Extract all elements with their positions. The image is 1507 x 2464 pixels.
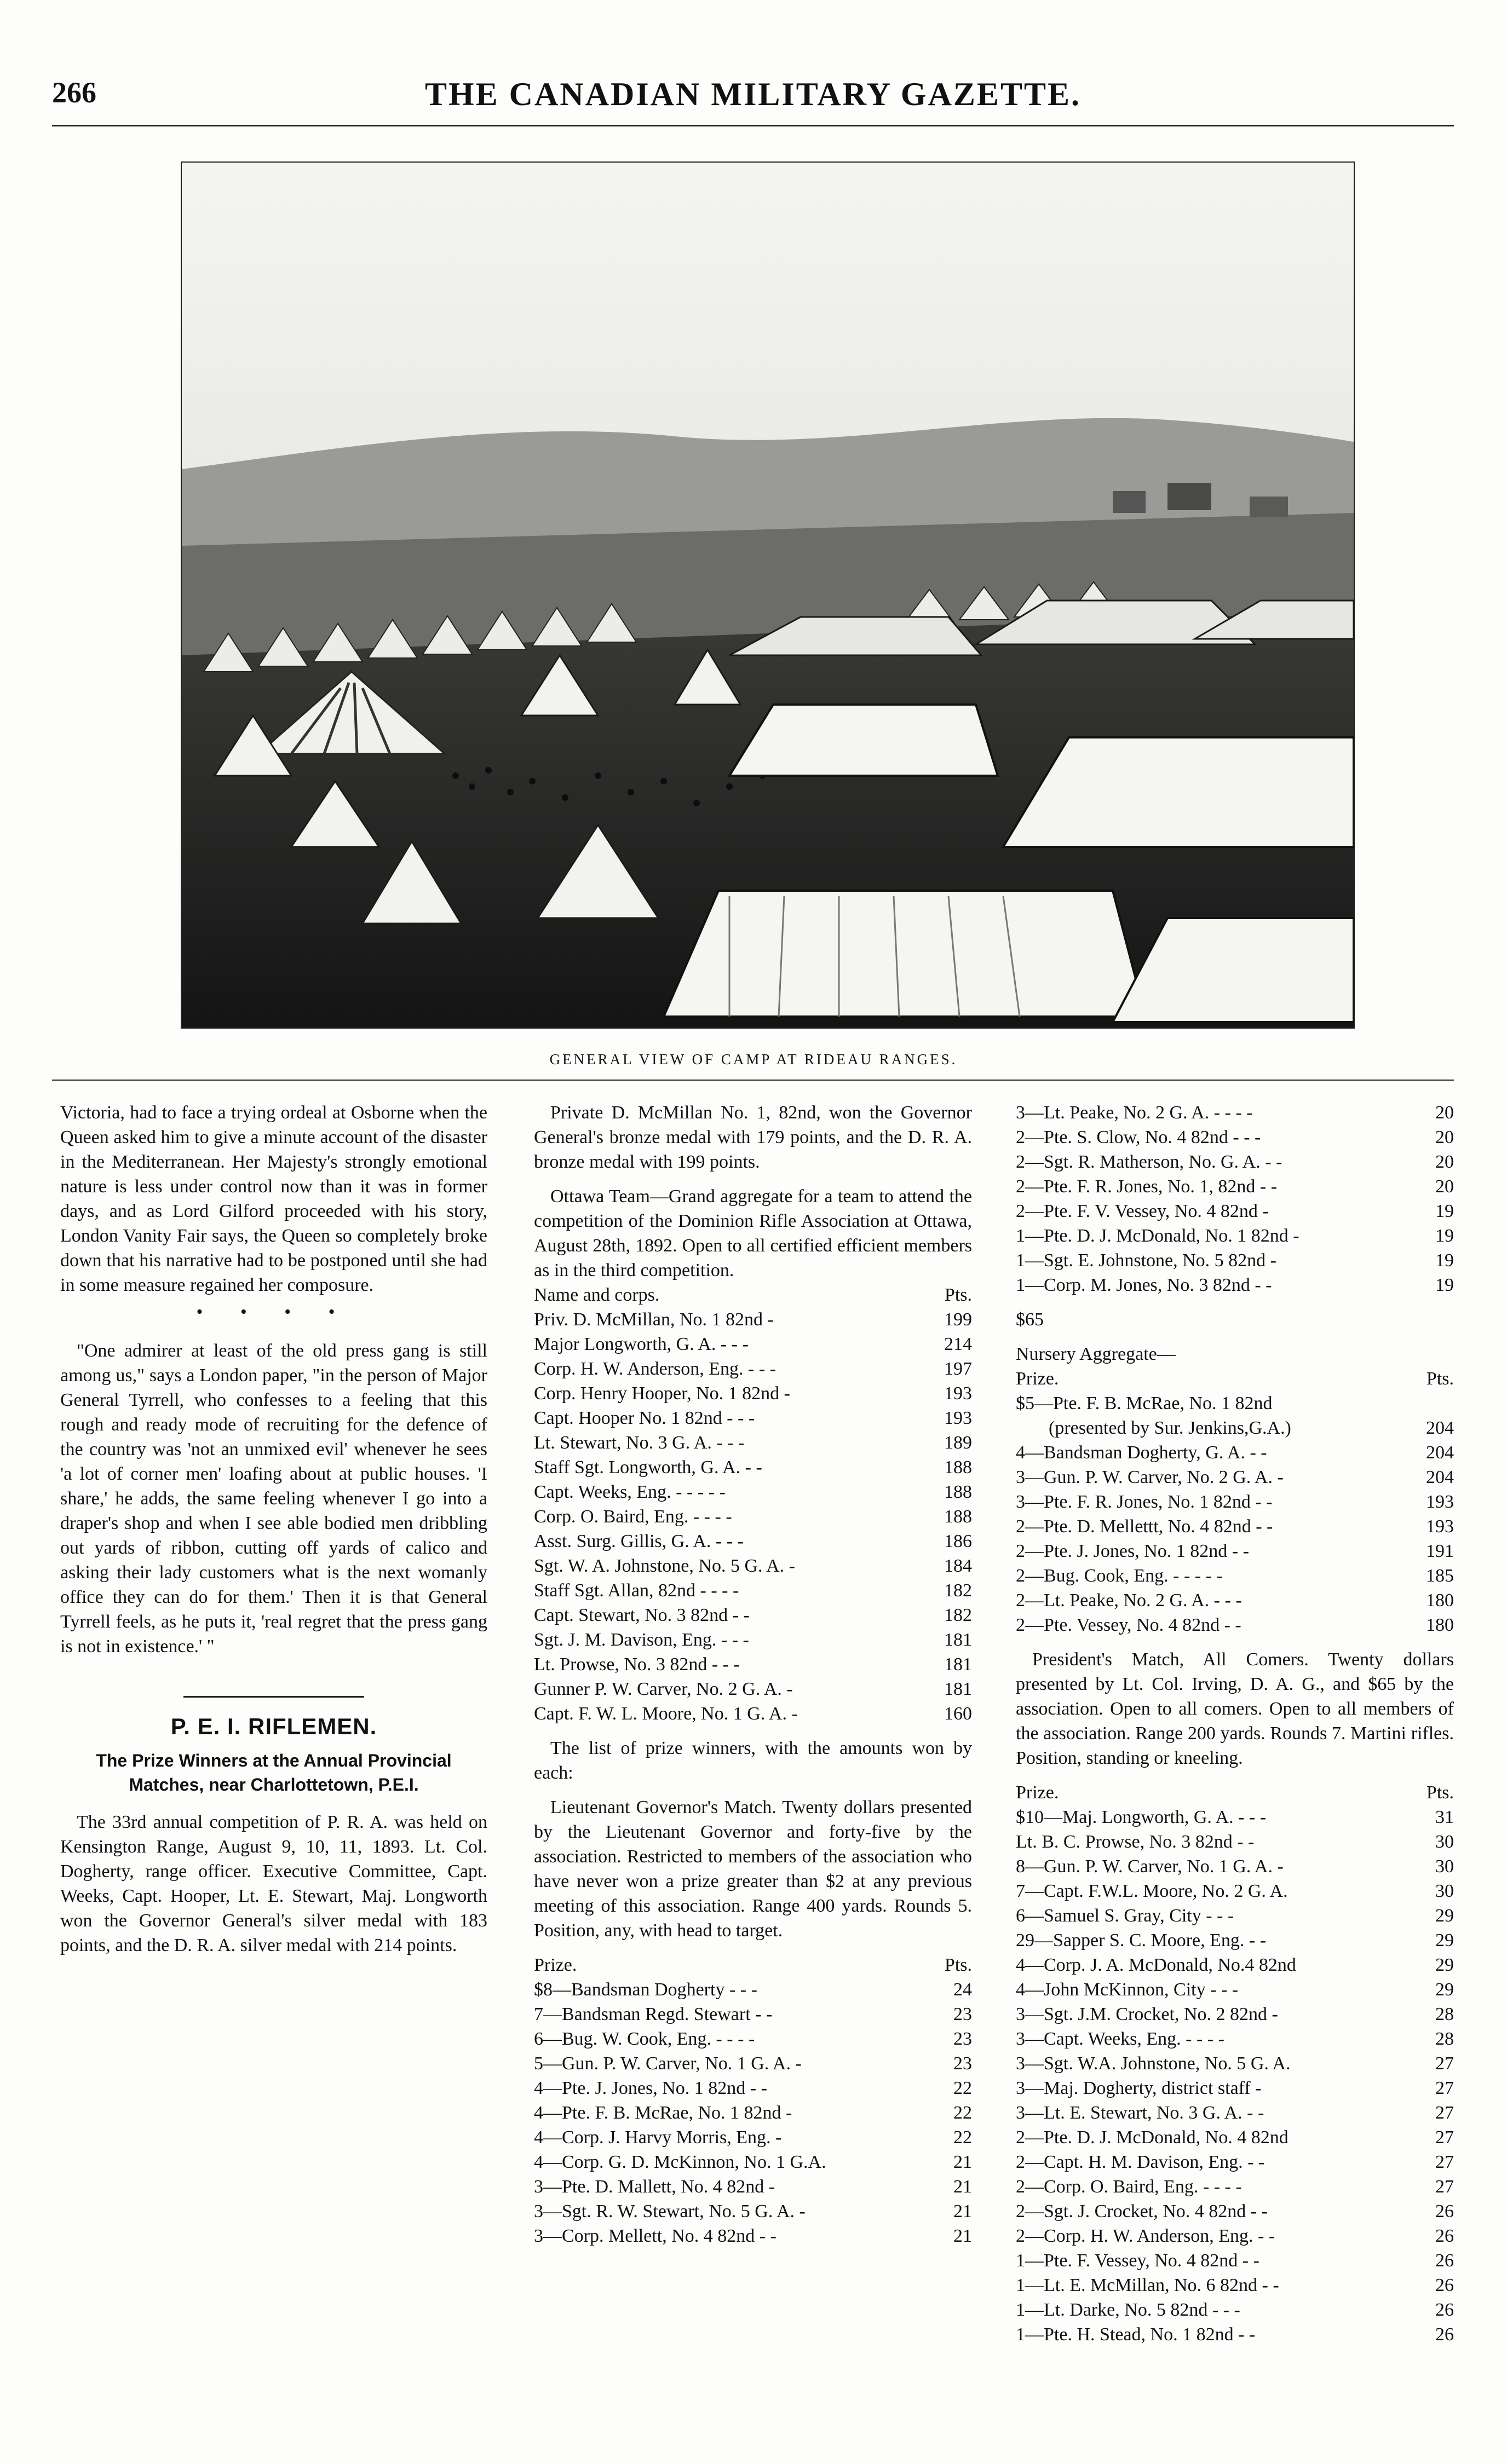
table-row xyxy=(534,1406,972,1430)
table-row xyxy=(1016,2273,1454,2298)
row-name: $10—Maj. Longworth, G. A. - - - xyxy=(1016,1807,1267,1827)
row-name: 3—Sgt. R. W. Stewart, No. 5 G. A. - xyxy=(534,2201,806,2221)
row-name: Lt. B. C. Prowse, No. 3 82nd - - xyxy=(1016,1832,1255,1852)
row-name: 2—Corp. O. Baird, Eng. - - - - xyxy=(1016,2177,1242,2197)
row-name: $5—Pte. F. B. McRae, No. 1 82nd xyxy=(1016,1393,1273,1413)
table-row xyxy=(1016,2027,1454,2051)
row-points: 27 xyxy=(1435,2103,1454,2123)
table-row xyxy=(534,1307,972,1332)
row-name: $8—Bandsman Dogherty - - - xyxy=(534,1980,757,2000)
row-name: 3—Corp. Mellett, No. 4 82nd - - xyxy=(534,2226,776,2246)
table-row xyxy=(534,1603,972,1628)
table-row xyxy=(534,2150,972,2174)
article-paragraph: Victoria, had to face a trying ordeal at Osborne when the Queen asked him to give a minute account of the disaster in the Mediterranean. Her Majesty's strongly emotional nature is less under control now than it was in former days, and as Lord Gilford proceeded with his story, London Vanity Fair says, the Queen so completely broke down that his narrative had to be postponed until she had in some measure regained her composure. xyxy=(60,1103,487,1295)
row-points: 27 xyxy=(1435,2078,1454,2098)
row-points: 27 xyxy=(1435,2053,1454,2074)
row-points: 26 xyxy=(1435,2275,1454,2295)
table-row xyxy=(1016,2199,1454,2224)
column-2 xyxy=(534,1100,972,2248)
table-header-name: Prize. xyxy=(534,1955,577,1975)
row-points: 23 xyxy=(953,2029,972,2049)
row-name: 2—Pte. S. Clow, No. 4 82nd - - - xyxy=(1016,1127,1261,1147)
row-name: 4—Pte. J. Jones, No. 1 82nd - - xyxy=(534,2078,767,2098)
article-paragraph: "One admirer at least of the old press gang is still among us," says a London paper, "in the person of Major General Tyrrell, who confesses to a feeling that this rough and ready mode of recruiting for the defence of the country was 'not an unmixed evil' whenever he sees 'a lot of corner men' loafing about at public houses. 'I share,' he adds, the same feeling whenever I go into a draper's shop and when I see able bodied men dribbling out yards of ribbon, cutting off yards of calico and asking their lady customers what is the next womanly office they can do for them.' Then it is that General Tyrrell feels, as he puts it, 'real regret that the press gang is not in existence.' " xyxy=(60,1341,487,1657)
row-name: Lt. Prowse, No. 3 82nd - - - xyxy=(534,1654,740,1675)
row-name: 2—Sgt. R. Matherson, No. G. A. - - xyxy=(1016,1152,1282,1172)
table-header xyxy=(534,1283,972,1307)
row-points: 185 xyxy=(1426,1566,1454,1586)
table-row xyxy=(1016,1440,1454,1465)
page-number: 266 xyxy=(52,76,96,109)
nursery-aggregate-table xyxy=(1016,1440,1454,1637)
row-points: 21 xyxy=(953,2152,972,2172)
row-name: Sgt. J. M. Davison, Eng. - - - xyxy=(534,1630,749,1650)
row-name: 3—Lt. Peake, No. 2 G. A. - - - - xyxy=(1016,1103,1253,1123)
table-row xyxy=(534,1977,972,2002)
table-row xyxy=(1016,2298,1454,2322)
table-row xyxy=(534,1504,972,1529)
table-row xyxy=(1016,2224,1454,2248)
row-points: 181 xyxy=(944,1630,972,1650)
row-name: 6—Bug. W. Cook, Eng. - - - - xyxy=(534,2029,755,2049)
article-paragraph: Ottawa Team—Grand aggregate for a team to attend the competition of the Dominion Rifle Association at Ottawa, August 28th, 1892. Open to all certified efficient members as in the third competition. xyxy=(534,1186,972,1280)
table-header-name: Prize. xyxy=(1016,1369,1059,1389)
row-points: 182 xyxy=(944,1580,972,1601)
row-name: 4—Corp. J. Harvy Morris, Eng. - xyxy=(534,2127,782,2148)
row-points: 26 xyxy=(1435,2324,1454,2345)
row-name: 2—Pte. Vessey, No. 4 82nd - - xyxy=(1016,1615,1241,1635)
row-points: 204 xyxy=(1426,1418,1454,1438)
table-header-points: Pts. xyxy=(1426,1782,1454,1803)
row-points: 20 xyxy=(1435,1103,1454,1123)
section-title: P. E. I. RIFLEMEN. xyxy=(170,1713,377,1739)
row-name: 6—Samuel S. Gray, City - - - xyxy=(1016,1906,1234,1926)
table-row xyxy=(1016,1903,1454,1928)
row-name: Corp. H. W. Anderson, Eng. - - - xyxy=(534,1359,776,1379)
row-points: 197 xyxy=(944,1359,972,1379)
table-row xyxy=(1016,1199,1454,1224)
row-points: 26 xyxy=(1435,2201,1454,2221)
table-row xyxy=(1016,1174,1454,1199)
newspaper-title: THE CANADIAN MILITARY GAZETTE. xyxy=(424,76,1082,112)
row-name: 4—Corp. J. A. McDonald, No.4 82nd xyxy=(1016,1955,1296,1975)
row-points: 214 xyxy=(944,1334,972,1354)
article-paragraph: President's Match, All Comers. Twenty dollars presented by Lt. Col. Irving, D. A. G., and $65 by the association. Open to all comers. Open to all members of the association. Range 200 yards. Rounds 7. Martini rifles. Position, standing or kneeling. xyxy=(1016,1649,1454,1768)
lieutenant-governor-match-table xyxy=(534,1977,972,2248)
row-points: 28 xyxy=(1435,2029,1454,2049)
row-name: Major Longworth, G. A. - - - xyxy=(534,1334,749,1354)
table-row xyxy=(534,2101,972,2125)
section-stars: • • • • xyxy=(196,1302,352,1322)
header-rule xyxy=(52,125,1454,126)
row-points: 20 xyxy=(1435,1152,1454,1172)
row-points: 204 xyxy=(1426,1442,1454,1463)
article-paragraph: Lieutenant Governor's Match. Twenty dollars presented by the Lieutenant Governor and forty-five by the association. Restricted to members of the association who have never won a prize greater than $2 at any previous meeting of this association. Range 400 yards. Rounds 5. Position, any, with head to target. xyxy=(534,1797,972,1941)
row-points: 193 xyxy=(944,1383,972,1404)
row-points: 30 xyxy=(1435,1856,1454,1877)
row-points: 28 xyxy=(1435,2004,1454,2024)
row-name: Staff Sgt. Longworth, G. A. - - xyxy=(534,1457,762,1478)
caption-rule xyxy=(52,1080,1454,1081)
row-name: 3—Pte. F. R. Jones, No. 1 82nd - - xyxy=(1016,1492,1273,1512)
camp-photograph xyxy=(181,161,1355,1029)
table-row xyxy=(1016,1977,1454,2002)
table-header xyxy=(1016,1780,1454,1805)
row-name: Asst. Surg. Gillis, G. A. - - - xyxy=(534,1531,744,1551)
row-points: 181 xyxy=(944,1654,972,1675)
row-name: 3—Lt. E. Stewart, No. 3 G. A. - - xyxy=(1016,2103,1264,2123)
row-points: 27 xyxy=(1435,2127,1454,2148)
table-row xyxy=(1016,2174,1454,2199)
row-points: 27 xyxy=(1435,2177,1454,2197)
table-row xyxy=(1016,1514,1454,1539)
row-points: 160 xyxy=(944,1704,972,1724)
row-points: 30 xyxy=(1435,1881,1454,1901)
row-name: 3—Maj. Dogherty, district staff - xyxy=(1016,2078,1262,2098)
page-header xyxy=(52,76,1454,125)
table-row xyxy=(534,2125,972,2150)
table-row xyxy=(534,1628,972,1652)
table-row xyxy=(1016,1125,1454,1150)
row-name: Corp. Henry Hooper, No. 1 82nd - xyxy=(534,1383,790,1404)
table-header-name: Prize. xyxy=(1016,1782,1059,1803)
table-row xyxy=(1016,1854,1454,1879)
table-row xyxy=(534,2051,972,2076)
table-row xyxy=(534,2174,972,2199)
row-name: 8—Gun. P. W. Carver, No. 1 G. A. - xyxy=(1016,1856,1284,1877)
article-paragraph: The list of prize winners, with the amounts won by each: xyxy=(534,1738,972,1783)
column-1 xyxy=(60,1100,487,1958)
row-points: 23 xyxy=(953,2004,972,2024)
column-3 xyxy=(1016,1100,1454,2347)
row-points: 182 xyxy=(944,1605,972,1625)
row-points: 204 xyxy=(1426,1467,1454,1487)
row-name: 2—Sgt. J. Crocket, No. 4 82nd - - xyxy=(1016,2201,1268,2221)
section-subtitle: The Prize Winners at the Annual Provincial Matches, near Charlottetown, P.E.I. xyxy=(96,1751,452,1794)
table-header-points: Pts. xyxy=(1426,1369,1454,1389)
table-row xyxy=(1016,2076,1454,2101)
table-row xyxy=(534,1332,972,1357)
row-note: (presented by Sur. Jenkins,G.A.) xyxy=(1049,1418,1291,1438)
row-name: Capt. Hooper No. 1 82nd - - - xyxy=(534,1408,755,1428)
row-name: 29—Sapper S. C. Moore, Eng. - - xyxy=(1016,1930,1267,1951)
row-name: 3—Capt. Weeks, Eng. - - - - xyxy=(1016,2029,1224,2049)
row-points: 23 xyxy=(953,2053,972,2074)
row-points: 31 xyxy=(1435,1807,1454,1827)
table-row xyxy=(1016,1879,1454,1903)
row-points: 199 xyxy=(944,1309,972,1330)
table-row xyxy=(534,1652,972,1677)
row-name: 2—Corp. H. W. Anderson, Eng. - - xyxy=(1016,2226,1275,2246)
row-points: 26 xyxy=(1435,2300,1454,2320)
row-points: 193 xyxy=(1426,1492,1454,1512)
row-name: 4—Corp. G. D. McKinnon, No. 1 G.A. xyxy=(534,2152,826,2172)
table-row xyxy=(1016,1805,1454,1830)
row-points: 19 xyxy=(1435,1201,1454,1221)
row-name: 3—Gun. P. W. Carver, No. 2 G. A. - xyxy=(1016,1467,1284,1487)
table-row xyxy=(534,2002,972,2027)
table-row xyxy=(1016,1830,1454,1854)
table-row xyxy=(534,1554,972,1578)
row-points: 29 xyxy=(1435,1980,1454,2000)
row-points: 20 xyxy=(1435,1127,1454,1147)
presidents-match-table xyxy=(1016,1805,1454,2347)
row-name: Sgt. W. A. Johnstone, No. 5 G. A. - xyxy=(534,1556,795,1576)
article-paragraph: Private D. McMillan No. 1, 82nd, won the Governor General's bronze medal with 179 points, and the D. R. A. bronze medal with 199 points. xyxy=(534,1103,972,1172)
row-name: Priv. D. McMillan, No. 1 82nd - xyxy=(534,1309,774,1330)
table-row xyxy=(534,1701,972,1726)
table-row xyxy=(534,2076,972,2101)
row-name: 4—Bandsman Dogherty, G. A. - - xyxy=(1016,1442,1267,1463)
row-points: 19 xyxy=(1435,1250,1454,1271)
row-name: 2—Bug. Cook, Eng. - - - - - xyxy=(1016,1566,1223,1586)
row-name: 4—Pte. F. B. McRae, No. 1 82nd - xyxy=(534,2103,792,2123)
row-points: 188 xyxy=(944,1457,972,1478)
table-row xyxy=(534,1455,972,1480)
row-points: 19 xyxy=(1435,1226,1454,1246)
nursery-aggregate-title: Nursery Aggregate— xyxy=(1016,1344,1176,1364)
table-row xyxy=(534,1381,972,1406)
row-points: 22 xyxy=(953,2078,972,2098)
photo-caption: GENERAL VIEW OF CAMP AT RIDEAU RANGES. xyxy=(549,1051,958,1067)
row-name: 1—Corp. M. Jones, No. 3 82nd - - xyxy=(1016,1275,1272,1295)
row-name: 1—Lt. E. McMillan, No. 6 82nd - - xyxy=(1016,2275,1279,2295)
table-row xyxy=(1016,1563,1454,1588)
row-points: 186 xyxy=(944,1531,972,1551)
row-points: 29 xyxy=(1435,1930,1454,1951)
row-points: 189 xyxy=(944,1433,972,1453)
table-row xyxy=(1016,1539,1454,1563)
row-points: 22 xyxy=(953,2127,972,2148)
row-points: 180 xyxy=(1426,1615,1454,1635)
row-points: 27 xyxy=(1435,2152,1454,2172)
table-row xyxy=(1016,2051,1454,2076)
row-points: 193 xyxy=(1426,1516,1454,1537)
table-row xyxy=(534,1357,972,1381)
row-points: 188 xyxy=(944,1482,972,1502)
table-row xyxy=(1016,2101,1454,2125)
ottawa-team-table xyxy=(534,1307,972,1726)
table-row xyxy=(534,1480,972,1504)
section-divider xyxy=(183,1696,364,1698)
table-row xyxy=(1016,1953,1454,1977)
table-row xyxy=(534,2224,972,2248)
row-points: 21 xyxy=(953,2226,972,2246)
table-row xyxy=(1016,2002,1454,2027)
table-header-points: Pts. xyxy=(944,1285,972,1305)
table-row xyxy=(1016,1465,1454,1490)
row-name: 2—Pte. F. V. Vessey, No. 4 82nd - xyxy=(1016,1201,1269,1221)
row-name: 2—Pte. D. J. McDonald, No. 4 82nd xyxy=(1016,2127,1289,2148)
table-row xyxy=(1016,2150,1454,2174)
row-name: 2—Lt. Peake, No. 2 G. A. - - - xyxy=(1016,1590,1242,1611)
row-name: 1—Pte. H. Stead, No. 1 82nd - - xyxy=(1016,2324,1256,2345)
table-row xyxy=(1016,1150,1454,1174)
table-row xyxy=(1016,1100,1454,1125)
table-row xyxy=(534,1578,972,1603)
row-name: 2—Pte. D. Mellettt, No. 4 82nd - - xyxy=(1016,1516,1273,1537)
row-name: Staff Sgt. Allan, 82nd - - - - xyxy=(534,1580,739,1601)
table-header-name: Name and corps. xyxy=(534,1285,660,1305)
row-points: 29 xyxy=(1435,1906,1454,1926)
row-name: Capt. Weeks, Eng. - - - - - xyxy=(534,1482,726,1502)
row-points: 184 xyxy=(944,1556,972,1576)
row-points: 22 xyxy=(953,2103,972,2123)
row-name: Lt. Stewart, No. 3 G. A. - - - xyxy=(534,1433,745,1453)
row-points: 188 xyxy=(944,1507,972,1527)
row-name: 2—Pte. F. R. Jones, No. 1, 82nd - - xyxy=(1016,1176,1278,1197)
row-points: 21 xyxy=(953,2177,972,2197)
table-header-points: Pts. xyxy=(944,1955,972,1975)
table-header xyxy=(1016,1366,1454,1391)
row-points: 191 xyxy=(1426,1541,1454,1561)
table-row xyxy=(1016,1928,1454,1953)
row-name: 1—Pte. F. Vessey, No. 4 82nd - - xyxy=(1016,2251,1259,2271)
row-points: 180 xyxy=(1426,1590,1454,1611)
table-row xyxy=(1016,2125,1454,2150)
article-paragraph: The 33rd annual competition of P. R. A. was held on Kensington Range, August 9, 10, 11, 1893. Lt. Col. Dogherty, range officer. Executive Committee, Capt. Weeks, Capt. Hooper, Lt. E. Stewart, Maj. Longworth won the Governor General's silver medal with 183 points, and the D. R. A. silver medal with 214 points. xyxy=(60,1812,487,1955)
table-row xyxy=(1016,1391,1454,1440)
row-points: 26 xyxy=(1435,2226,1454,2246)
row-points: 29 xyxy=(1435,1955,1454,1975)
row-name: 1—Sgt. E. Johnstone, No. 5 82nd - xyxy=(1016,1250,1276,1271)
row-points: 30 xyxy=(1435,1832,1454,1852)
total-amount: $65 xyxy=(1016,1309,1044,1330)
row-name: Capt. F. W. L. Moore, No. 1 G. A. - xyxy=(534,1704,798,1724)
row-name: 3—Pte. D. Mallett, No. 4 82nd - xyxy=(534,2177,775,2197)
table-row xyxy=(534,2027,972,2051)
row-name: 1—Pte. D. J. McDonald, No. 1 82nd - xyxy=(1016,1226,1299,1246)
table-row xyxy=(534,1430,972,1455)
table-row xyxy=(1016,1273,1454,1297)
row-name: 2—Capt. H. M. Davison, Eng. - - xyxy=(1016,2152,1265,2172)
row-name: 3—Sgt. W.A. Johnstone, No. 5 G. A. xyxy=(1016,2053,1291,2074)
table-row xyxy=(1016,1224,1454,1248)
row-name: 7—Bandsman Regd. Stewart - - xyxy=(534,2004,773,2024)
row-points: 26 xyxy=(1435,2251,1454,2271)
row-points: 181 xyxy=(944,1679,972,1699)
table-row xyxy=(1016,1490,1454,1514)
row-name: 5—Gun. P. W. Carver, No. 1 G. A. - xyxy=(534,2053,802,2074)
row-name: 4—John McKinnon, City - - - xyxy=(1016,1980,1239,2000)
row-name: 3—Sgt. J.M. Crocket, No. 2 82nd - xyxy=(1016,2004,1278,2024)
table-row xyxy=(534,2199,972,2224)
table-row xyxy=(534,1677,972,1701)
row-points: 19 xyxy=(1435,1275,1454,1295)
row-points: 24 xyxy=(953,1980,972,2000)
row-name: Gunner P. W. Carver, No. 2 G. A. - xyxy=(534,1679,793,1699)
row-name: Corp. O. Baird, Eng. - - - - xyxy=(534,1507,732,1527)
table-row xyxy=(1016,1248,1454,1273)
table-row xyxy=(1016,2248,1454,2273)
table-row xyxy=(534,1529,972,1554)
row-name: 7—Capt. F.W.L. Moore, No. 2 G. A. xyxy=(1016,1881,1288,1901)
table-header xyxy=(534,1953,972,1977)
table-row xyxy=(1016,1613,1454,1637)
row-name: 1—Lt. Darke, No. 5 82nd - - - xyxy=(1016,2300,1240,2320)
lieutenant-governor-match-table-continued xyxy=(1016,1100,1454,1297)
row-name: 2—Pte. J. Jones, No. 1 82nd - - xyxy=(1016,1541,1249,1561)
row-points: 20 xyxy=(1435,1176,1454,1197)
table-row xyxy=(1016,1588,1454,1613)
row-points: 21 xyxy=(953,2201,972,2221)
row-name: Capt. Stewart, No. 3 82nd - - xyxy=(534,1605,750,1625)
table-row xyxy=(1016,2322,1454,2347)
row-points: 193 xyxy=(944,1408,972,1428)
